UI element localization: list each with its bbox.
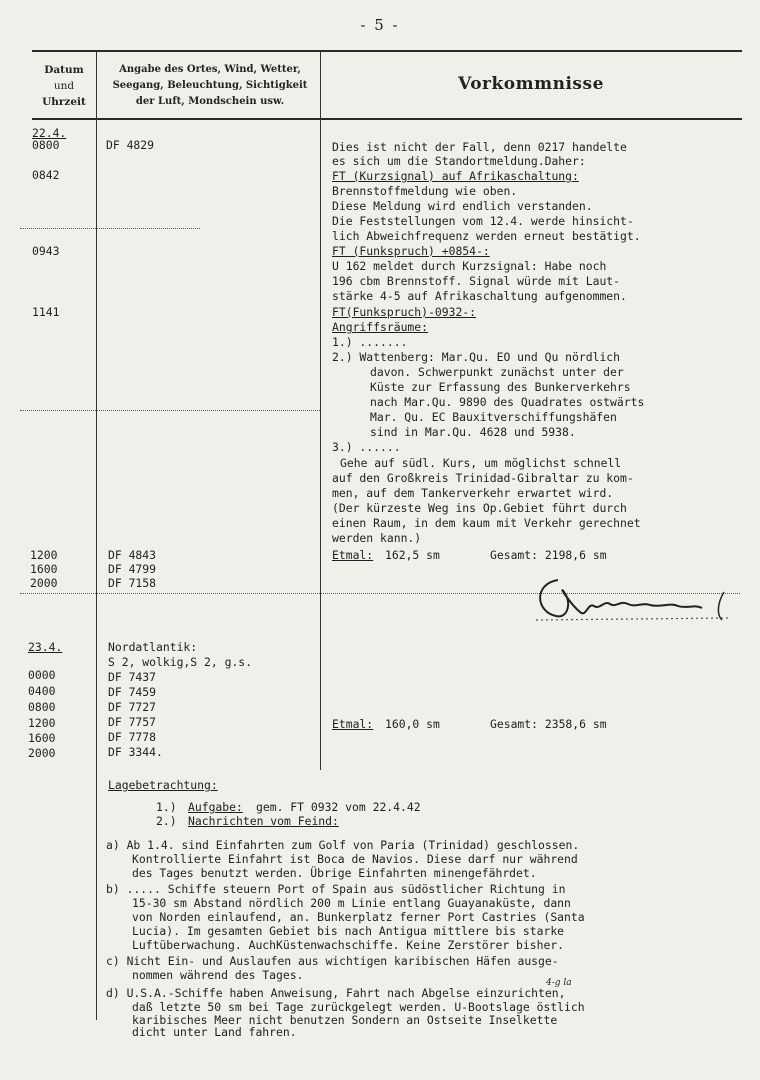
position-entry: DF 4829: [106, 138, 155, 152]
etmal-value: 162,5 sm: [385, 548, 440, 562]
lage-line: von Norden einlaufend, an. Bunkerplatz ferner Port Castries (Santa: [132, 910, 585, 924]
etmal-value: 160,0 sm: [385, 717, 440, 731]
row-separator: [20, 410, 320, 411]
time-entry: 1600: [30, 562, 58, 576]
time-entry: 0943: [32, 244, 60, 258]
event-line: sind in Mar.Qu. 4628 und 5938.: [370, 425, 576, 439]
event-heading: FT (Kurzsignal) auf Afrikaschaltung:: [332, 169, 579, 183]
lage-title: Lagebetrachtung:: [108, 778, 218, 792]
column-divider-1: [96, 50, 97, 1020]
event-line: Die Feststellungen vom 12.4. werde hinsicht-: [332, 214, 634, 228]
lage-item-number: 1.): [156, 800, 177, 814]
time-entry: 2000: [28, 746, 56, 760]
time-entry: 1141: [32, 305, 60, 319]
lage-line: a) Ab 1.4. sind Einfahrten zum Golf von Paria (Trinidad) geschlossen.: [106, 838, 580, 852]
lage-item-number: 2.): [156, 814, 177, 828]
time-entry: 0400: [28, 684, 56, 698]
etmal-label: Etmal:: [332, 717, 374, 731]
lage-line: daß letzte 50 sm bei Tage zurückgelegt werden. U-Bootslage östlich: [132, 1000, 585, 1014]
lage-line: Luftüberwachung. AuchKüstenwachschiffe. Keine Zerstörer bisher.: [132, 938, 565, 952]
event-line: Brennstoffmeldung wie oben.: [332, 184, 518, 198]
time-entry: 0800: [28, 700, 56, 714]
event-line: 1.) .......: [332, 335, 408, 349]
lage-line: c) Nicht Ein- und Auslaufen aus wichtigen karibischen Häfen ausge-: [106, 954, 559, 968]
time-entry: 2000: [30, 576, 58, 590]
lage-line: Kontrollierte Einfahrt ist Boca de Navios. Diese darf nur während: [132, 852, 578, 866]
event-line: stärke 4-5 auf Afrikaschaltung aufgenommen.: [332, 289, 627, 303]
event-line: nach Mar.Qu. 9890 des Quadrates ostwärts: [370, 395, 645, 409]
event-heading: FT(Funkspruch)-0932-:: [332, 305, 477, 319]
page-number: - 5 -: [360, 16, 400, 34]
gesamt-value: Gesamt: 2198,6 sm: [490, 548, 607, 562]
gesamt-value: Gesamt: 2358,6 sm: [490, 717, 607, 731]
event-heading: FT (Funkspruch) +0854-:: [332, 244, 490, 258]
event-line: men, auf dem Tankerverkehr erwartet wird.: [332, 486, 614, 500]
event-line: U 162 meldet durch Kurzsignal: Habe noch: [332, 259, 607, 273]
row-separator: [20, 228, 200, 229]
event-line: 196 cbm Brennstoff. Signal würde mit Laut-: [332, 274, 621, 288]
signature-mark: [528, 572, 738, 632]
lage-line: dicht unter Land fahren.: [132, 1025, 297, 1039]
position-entry: DF 7757: [108, 715, 157, 729]
etmal-label: Etmal:: [332, 548, 374, 562]
weather-entry: S 2, wolkig,S 2, g.s.: [108, 655, 253, 669]
column-divider-2: [320, 50, 321, 770]
position-entry: DF 3344.: [108, 745, 163, 759]
table-top-rule: [32, 50, 742, 52]
header-bottom-rule: [32, 118, 742, 120]
time-entry: 1600: [28, 731, 56, 745]
event-line: Mar. Qu. EC Bauxitverschiffungshäfen: [370, 410, 617, 424]
position-entry: DF 7158: [108, 576, 157, 590]
lage-line: Lucia). Im gesamten Gebiet bis nach Antigua mittlere bis starke: [132, 924, 565, 938]
position-entry: DF 4799: [108, 562, 157, 576]
position-entry: DF 4843: [108, 548, 157, 562]
event-line: (Der kürzeste Weg ins Op.Gebiet führt durch: [332, 501, 627, 515]
event-line: 2.) Wattenberg: Mar.Qu. EO und Qu nördlich: [332, 350, 621, 364]
event-heading: Angriffsräume:: [332, 320, 429, 334]
time-entry: 1200: [30, 548, 58, 562]
lage-line: des Tages benutzt werden. Übrige Einfahrten minengefährdet.: [132, 866, 537, 880]
header-events: Vorkommnisse: [458, 74, 604, 94]
event-line: werden kann.): [332, 531, 422, 545]
lage-line: nommen während des Tages.: [132, 968, 304, 982]
lage-line: d) U.S.A.-Schiffe haben Anweisung, Fahrt nach Abgelse einzurichten,: [106, 986, 566, 1000]
event-line: davon. Schwerpunkt zunächst unter der: [370, 365, 624, 379]
event-line: Küste zur Erfassung des Bunkerverkehrs: [370, 380, 631, 394]
position-entry: DF 7727: [108, 700, 157, 714]
event-line: Gehe auf südl. Kurs, um möglichst schnell: [340, 456, 622, 470]
event-line: lich Abweichfrequenz werden erneut bestätigt.: [332, 229, 641, 243]
lage-item-label: Nachrichten vom Feind:: [188, 814, 339, 828]
event-line: es sich um die Standortmeldung.Daher:: [332, 154, 586, 168]
event-line: Diese Meldung wird endlich verstanden.: [332, 199, 593, 213]
date-entry: 22.4.: [32, 126, 67, 140]
lage-line: 15-30 sm Abstand nördlich 200 m Linie entlang Guayanaküste, dann: [132, 896, 571, 910]
position-entry: DF 7459: [108, 685, 157, 699]
date-entry: 23.4.: [28, 640, 63, 654]
position-entry: DF 7778: [108, 730, 157, 744]
lage-line: b) ..... Schiffe steuern Port of Spain aus südöstlicher Richtung in: [106, 882, 566, 896]
event-line: Dies ist nicht der Fall, denn 0217 handelte: [332, 140, 627, 154]
lage-line: karibisches Meer nicht benutzen Sondern an Ostseite Inselkette: [132, 1013, 558, 1027]
event-line: auf den Großkreis Trinidad-Gibraltar zu kom-: [332, 471, 634, 485]
handwritten-note: 4-g la: [546, 978, 572, 988]
time-entry: 0000: [28, 668, 56, 682]
time-entry: 0842: [32, 168, 60, 182]
lage-item-label: Aufgabe:: [188, 800, 243, 814]
region-entry: Nordatlantik:: [108, 640, 198, 654]
time-entry: 0800: [32, 138, 60, 152]
event-line: einen Raum, in dem kaum mit Verkehr gerechnet: [332, 516, 641, 530]
event-line: 3.) ......: [332, 440, 401, 454]
position-entry: DF 7437: [108, 670, 157, 684]
header-place-weather: Angabe des Ortes, Wind, Wetter, Seegang, Beleuchtung, Sichtigkeit der Luft, Mondschein usw.: [112, 64, 308, 107]
lage-item-text: gem. FT 0932 vom 22.4.42: [256, 800, 421, 814]
header-date-time: Datum und Uhrzeit: [42, 64, 86, 108]
time-entry: 1200: [28, 716, 56, 730]
